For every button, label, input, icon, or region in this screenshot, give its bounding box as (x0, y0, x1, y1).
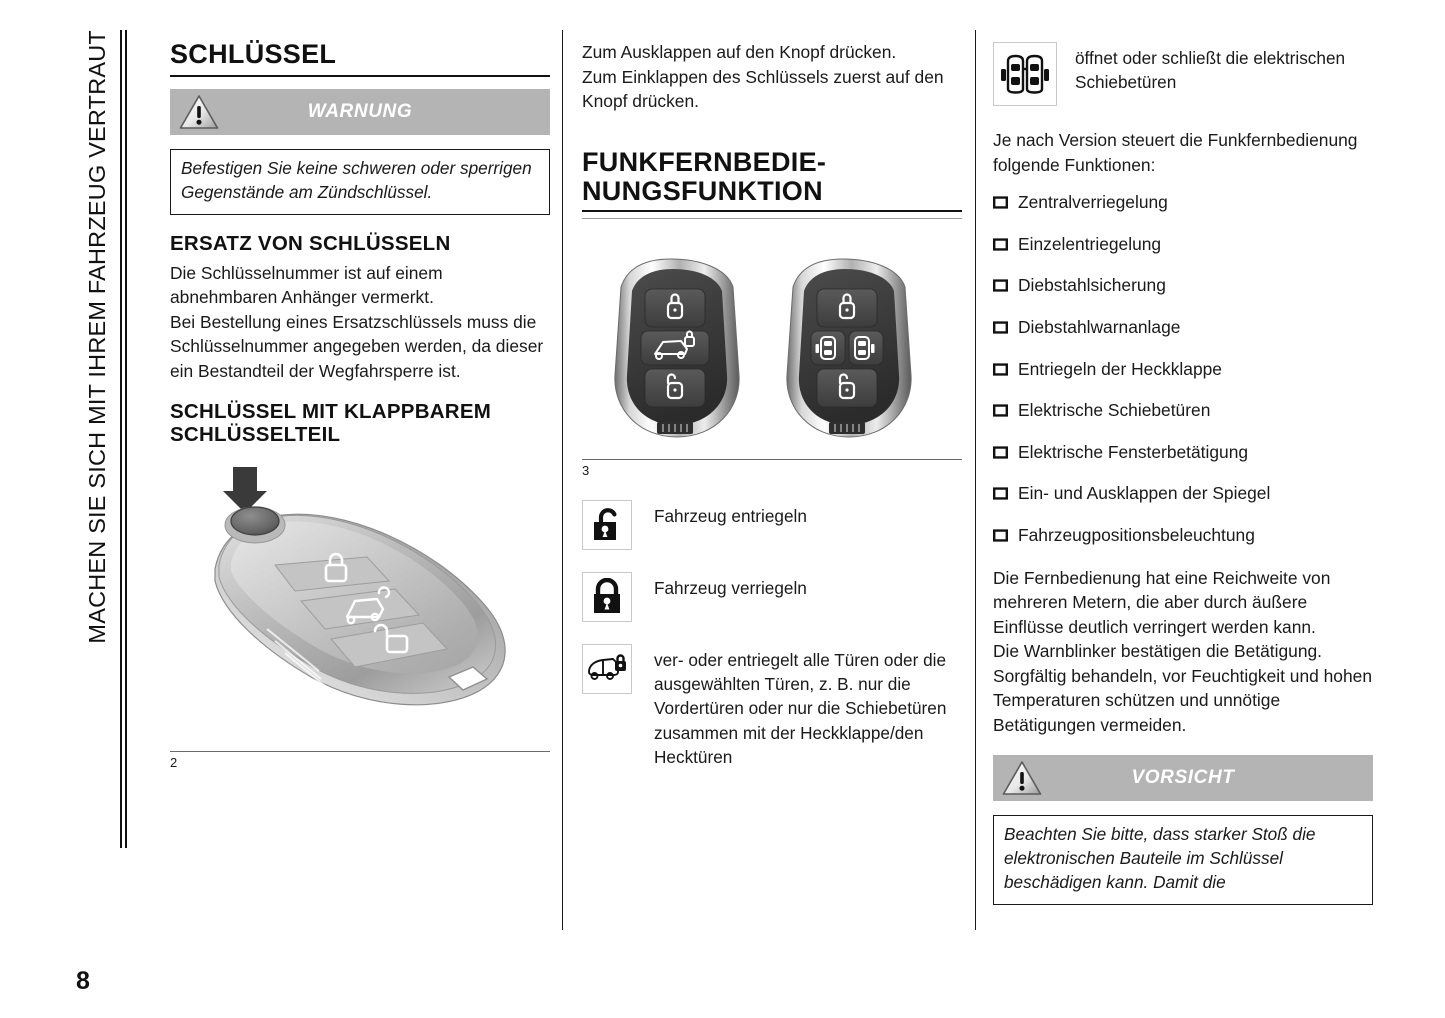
square-bullet-icon (993, 526, 1008, 549)
list-item (993, 316, 1373, 341)
column-3 (993, 40, 1373, 905)
warning-triangle-icon (178, 93, 220, 136)
figure-3-rule (582, 459, 962, 460)
folding-key-illustration (171, 461, 549, 751)
square-bullet-icon (993, 193, 1008, 216)
padlock-open-icon (582, 500, 632, 550)
caution-text-box (993, 815, 1373, 904)
column-1 (170, 40, 550, 770)
heading-ersatz-von-schluesseln: ERSATZ VON SCHLÜSSELN (170, 231, 451, 255)
list-item-label: Elektrische Fensterbetätigung (1018, 441, 1249, 462)
sidebar-rule-outer (120, 30, 122, 848)
square-bullet-icon (993, 443, 1008, 466)
square-bullet-icon (993, 235, 1008, 258)
list-item-label: Elektrische Schiebetüren (1018, 400, 1211, 421)
legend-item (582, 644, 962, 768)
heading-funk-rule-thin (582, 218, 962, 219)
paragraph-ausklappen: Zum Ausklappen auf den Knopf drücken. Zum Einklappen des Schlüssels zuerst auf den Knopf drücken. (582, 42, 944, 112)
square-bullet-icon (993, 484, 1008, 507)
figure-key-fobs (582, 249, 962, 478)
two-smart-key-fobs-illustration (597, 249, 947, 459)
legend-list-column-3 (993, 42, 1373, 106)
legend-item (582, 500, 962, 550)
paragraph-reichweite: Die Fernbedienung hat eine Reichweite von mehreren Metern, die aber durch äußere Einflüsse deutlich verringert werden kann. Die Warnblinker bestätigen die Betätigung. Sorgfältig behandeln, vor Feuchtigkeit und hohen Temperaturen schützen und unnötige Betätigungen vermeiden. (993, 567, 1372, 735)
list-item-label: Zentralverriegelung (1018, 192, 1168, 213)
heading-funkfernbedienungsfunktion: FUNKFERNBEDIE-NUNGSFUNKTION (582, 146, 827, 206)
chapter-side-tab (74, 30, 120, 848)
warning-triangle-icon (1001, 759, 1043, 802)
legend-item-label: ver- oder entriegelt alle Türen oder die ausgewählten Türen, z. B. nur die Vordertüren oder nur die Schiebetüren zusammen mit der Heckklappe/den Hecktüren (654, 650, 947, 767)
list-item-label: Ein- und Ausklappen der Spiegel (1018, 483, 1271, 504)
legend-item-label: öffnet oder schließt die elektrischen Schiebetüren (1075, 48, 1346, 93)
legend-item-label: Fahrzeug verriegeln (654, 578, 807, 599)
paragraph-je-nach-version: Je nach Version steuert die Funkfernbedienung folgende Funktionen: (993, 130, 1358, 175)
list-item (993, 274, 1373, 299)
legend-item (582, 572, 962, 622)
list-item (993, 524, 1373, 549)
caution-banner-label: VORSICHT (1131, 767, 1235, 789)
list-item-label: Diebstahlwarnanlage (1018, 316, 1181, 337)
page-title-rule (170, 75, 550, 77)
figure-folding-key (170, 461, 550, 770)
chapter-side-tab-label: MACHEN SIE SICH MIT IHREM FAHRZEUG VERTRAUT (83, 30, 110, 644)
figure-3-number: 3 (582, 463, 590, 479)
square-bullet-icon (993, 360, 1008, 383)
sidebar-rule-inner (125, 30, 127, 848)
functions-list (993, 191, 1373, 549)
list-item-label: Entriegeln der Heckklappe (1018, 358, 1222, 379)
warning-text: Befestigen Sie keine schweren oder sperrigen Gegenstände am Zündschlüssel. (181, 158, 532, 203)
column-divider-2 (975, 30, 976, 930)
press-arrow-icon (223, 467, 267, 513)
list-item (993, 441, 1373, 466)
warning-banner-label: WARNUNG (307, 101, 413, 123)
list-item (993, 358, 1373, 383)
warning-banner (170, 89, 550, 135)
car-with-padlock-icon (582, 644, 632, 694)
legend-list-column-2 (582, 500, 962, 768)
list-item-label: Fahrzeugpositionsbeleuchtung (1018, 525, 1255, 546)
heading-funk-rule (582, 210, 962, 212)
page-number: 8 (76, 967, 90, 995)
caution-banner (993, 755, 1373, 801)
list-item-label: Diebstahlsicherung (1018, 275, 1166, 296)
warning-text-box (170, 149, 550, 214)
column-2 (582, 40, 962, 791)
range-paragraph-block (993, 566, 1373, 738)
list-item (993, 399, 1373, 424)
list-item (993, 233, 1373, 258)
figure-2-number: 2 (170, 755, 178, 771)
square-bullet-icon (993, 401, 1008, 424)
legend-item (993, 42, 1373, 106)
legend-item-label: Fahrzeug entriegeln (654, 506, 807, 527)
figure-2-rule (170, 751, 550, 752)
heading-schluessel-mit-klappbarem-schluesselteil: SCHLÜSSEL MIT KLAPPBAREM SCHLÜSSELTEIL (170, 400, 492, 447)
square-bullet-icon (993, 276, 1008, 299)
caution-text: Beachten Sie bitte, dass starker Stoß die elektronischen Bauteile im Schlüssel beschädigen kann. Damit die (1004, 824, 1316, 892)
paragraph-ersatz: Die Schlüsselnummer ist auf einem abnehmbaren Anhänger vermerkt. Bei Bestellung eines Ersatzschlüssels muss die Schlüsselnummer angegeben werden, da dieser ein Bestandteil der Wegfahrsperre ist. (170, 262, 544, 381)
column-divider-1 (562, 30, 563, 930)
padlock-closed-icon (582, 572, 632, 622)
list-item (993, 482, 1373, 507)
sliding-doors-icon (993, 42, 1057, 106)
list-item (993, 191, 1373, 216)
square-bullet-icon (993, 318, 1008, 341)
page-title: SCHLÜSSEL (170, 39, 337, 69)
list-item-label: Einzelentriegelung (1018, 233, 1162, 254)
